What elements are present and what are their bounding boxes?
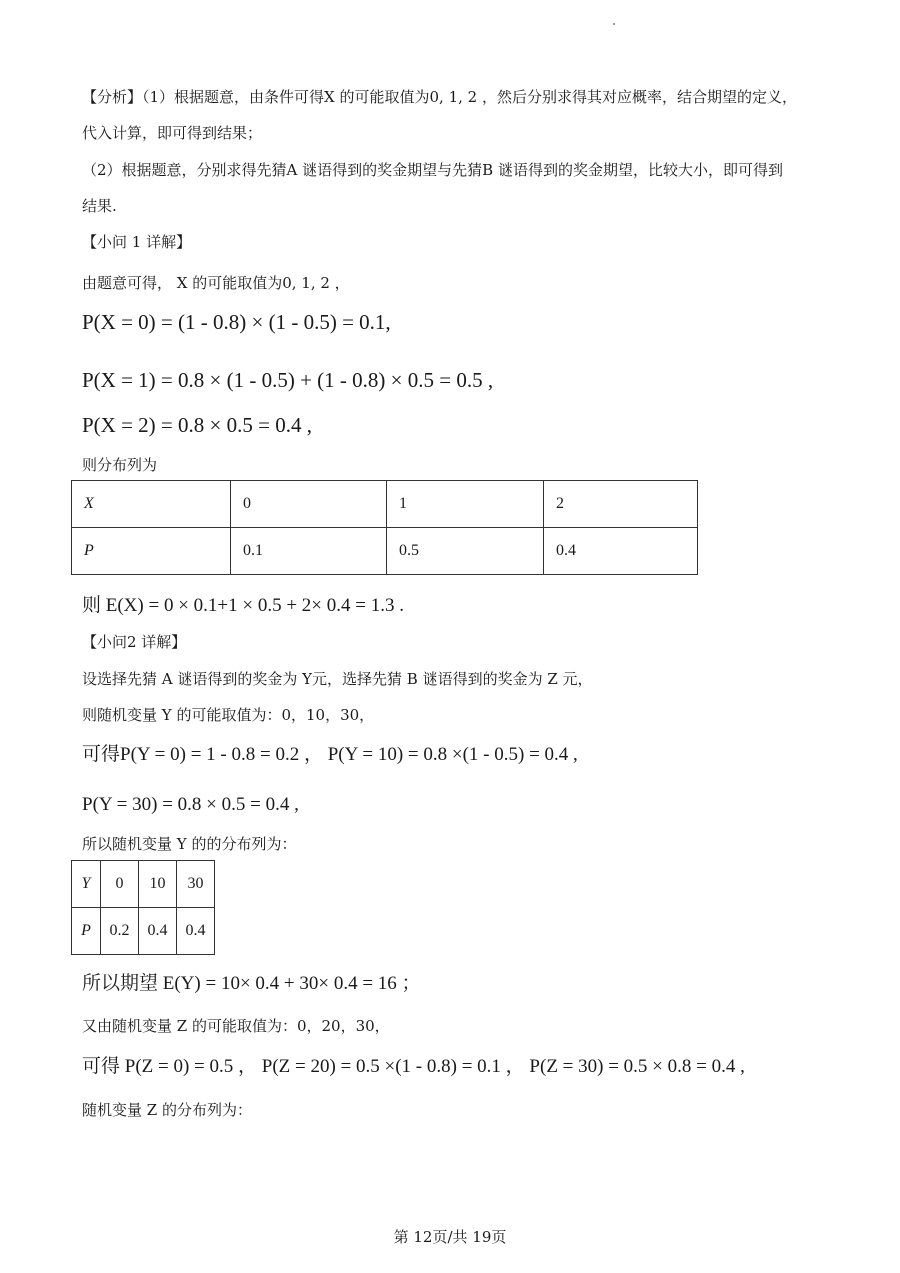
analysis-line-4: 结果. xyxy=(82,197,117,215)
part1-equation-2: P(X = 1) = 0.8 × (1 - 0.5) + (1 - 0.8) × 0.5 = 0.5 , xyxy=(82,368,494,392)
table-cell: 1 xyxy=(387,481,544,528)
part2-y-equations: 可得P(Y = 0) = 1 - 0.8 = 0.2 ， P(Y = 10) = 0.8 ×(1 - 0.5) = 0.4 , xyxy=(82,744,578,765)
part1-heading: 【小问 1 详解】 xyxy=(82,233,192,251)
part2-y-values: 则随机变量 Y 的可能取值为：0，10，30， xyxy=(82,706,375,724)
table-cell: 0.5 xyxy=(387,528,544,575)
table-cell: 0 xyxy=(101,861,139,908)
table-cell: 0.2 xyxy=(101,908,139,955)
table-cell: P xyxy=(72,528,231,575)
part2-z-values: 又由随机变量 Z 的可能取值为：0，20，30， xyxy=(82,1017,390,1035)
part1-table-intro: 则分布列为 xyxy=(82,456,158,474)
analysis-line-1: 【分析】（1）根据题意，由条件可得X 的可能取值为0, 1, 2 ，然后分别求得其对应概率，结合期望的定义， xyxy=(82,88,797,106)
part2-y-expectation: 所以期望 E(Y) = 10× 0.4 + 30× 0.4 = 16 ； xyxy=(82,973,421,994)
table-cell: 0 xyxy=(231,481,387,528)
table-row xyxy=(72,481,698,528)
part1-equation-1: P(X = 0) = (1 - 0.8) × (1 - 0.5) = 0.1, xyxy=(82,310,391,334)
table-row xyxy=(72,861,215,908)
table-cell: P xyxy=(72,908,101,955)
page-indicator: 第 12页/共 19页 xyxy=(393,1228,507,1246)
table-cell: Y xyxy=(72,861,101,908)
part2-y-equation-30: P(Y = 30) = 0.8 × 0.5 = 0.4 , xyxy=(82,794,299,815)
table-cell: 0.4 xyxy=(177,908,215,955)
table-cell: X xyxy=(72,481,231,528)
analysis-line-2: 代入计算，即可得到结果； xyxy=(82,124,263,142)
table-cell: 0.4 xyxy=(139,908,177,955)
table-cell: 0.1 xyxy=(231,528,387,575)
part1-equation-3: P(X = 2) = 0.8 × 0.5 = 0.4 , xyxy=(82,413,312,437)
table-cell: 10 xyxy=(139,861,177,908)
distribution-table-x xyxy=(71,480,698,575)
part1-intro: 由题意可得， X 的可能取值为0, 1, 2 ， xyxy=(82,274,350,292)
analysis-line-3: （2）根据题意，分别求得先猜A 谜语得到的奖金期望与先猜B 谜语得到的奖金期望，比较大小，即可得到 xyxy=(82,161,783,179)
part2-heading: 【小问2 详解】 xyxy=(82,633,187,651)
table-row xyxy=(72,908,215,955)
part2-setup: 设选择先猜 A 谜语得到的奖金为 Y元，选择先猜 B 谜语得到的奖金为 Z 元， xyxy=(82,670,593,688)
part2-z-table-intro: 随机变量 Z 的分布列为： xyxy=(82,1101,252,1119)
part2-y-table-intro: 所以随机变量 Y 的的分布列为： xyxy=(82,835,297,853)
scan-speck xyxy=(613,23,615,25)
part1-expectation: 则 E(X) = 0 × 0.1+1 × 0.5 + 2× 0.4 = 1.3 . xyxy=(82,595,404,616)
part2-z-equations: 可得 P(Z = 0) = 0.5 ， P(Z = 20) = 0.5 ×(1 - 0.8) = 0.1 ， P(Z = 30) = 0.5 × 0.8 = 0.4 , xyxy=(82,1056,745,1077)
table-cell: 2 xyxy=(544,481,698,528)
table-row xyxy=(72,528,698,575)
table-cell: 0.4 xyxy=(544,528,698,575)
distribution-table-y xyxy=(71,860,215,955)
table-cell: 30 xyxy=(177,861,215,908)
